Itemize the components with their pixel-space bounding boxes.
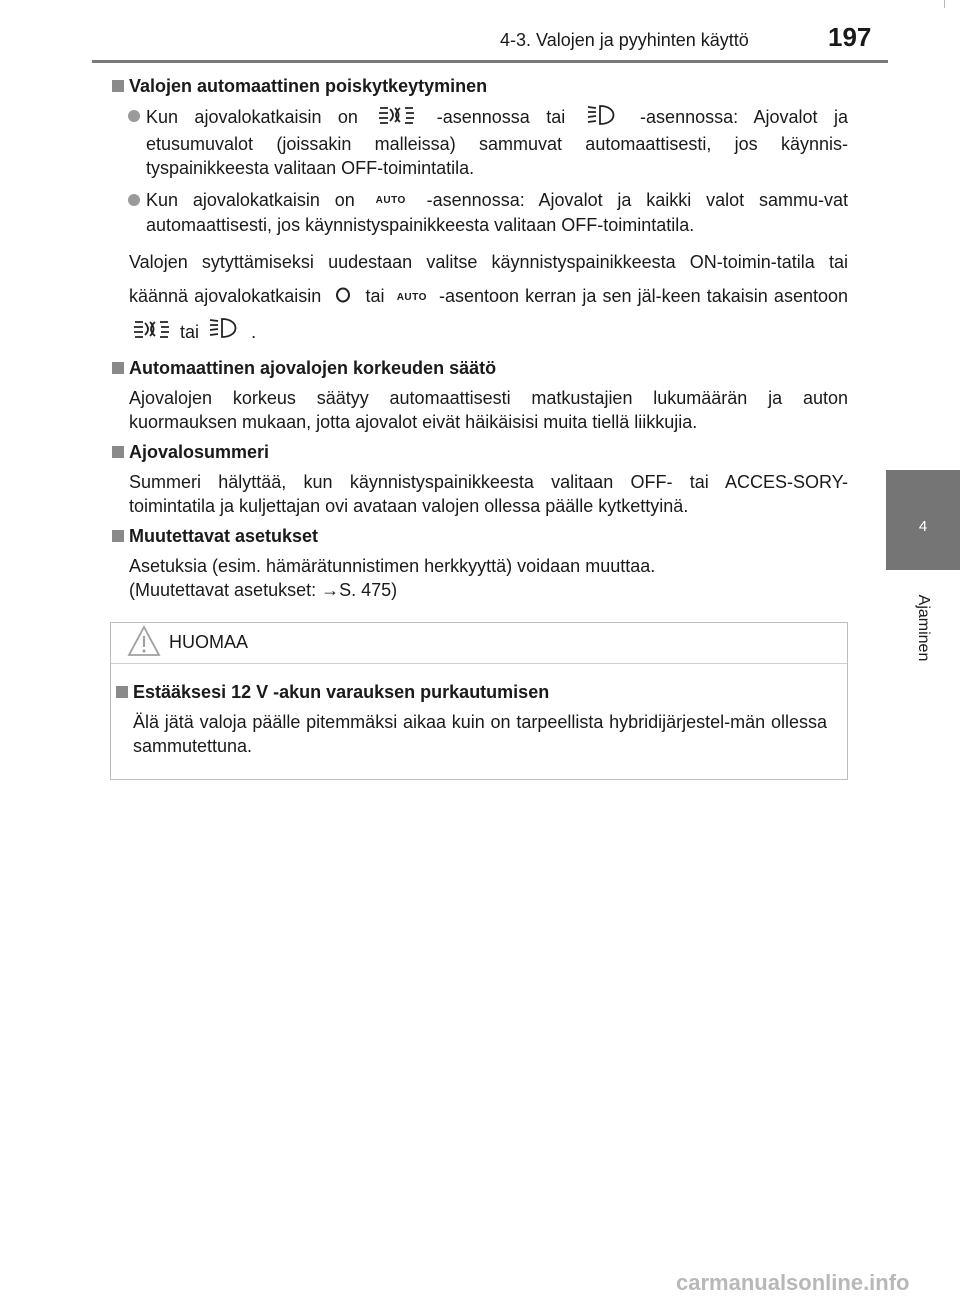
section-square-icon: [112, 80, 124, 92]
section-square-icon: [116, 686, 128, 698]
warning-triangle-icon: [127, 625, 161, 662]
section-square-icon: [112, 446, 124, 458]
settings-reference: (Muutettavat asetukset: →S. 475): [129, 579, 398, 600]
bullet-dot-icon: [128, 110, 140, 122]
section-heading-leveling: Automaattinen ajovalojen korkeuden säätö: [112, 356, 848, 380]
page-number: 197: [828, 22, 872, 52]
caution-header: [111, 623, 847, 664]
relight-instructions: Valojen sytyttämiseksi uudestaan valitse käynnistyspainikkeesta ON-toimin-tatila tai käännä ajovalokatkaisin tai AUTO -asentoon kerran ja sen jäl-keen takaisin asentoon tai .: [129, 245, 848, 350]
bullet-headlight-position: Kun ajovalokatkaisin on -asennossa tai -asennossa: Ajovalot ja etusumuvalot (joissakin malleissa) sammuvat automaattisesti, jos käynnis-tyspainikkeesta valitaan OFF-toimintatila.: [128, 104, 848, 180]
headlight-position-icon: [133, 316, 171, 350]
chapter-side-label: [886, 578, 960, 678]
buzzer-text: Summeri hälyttää, kun käynnistyspainikkeesta valitaan OFF- tai ACCES-SORY-toimintatila ja kuljettajan ovi avataan valojen ollessa päälle kytkettyinä.: [129, 471, 848, 516]
off-position-icon: [331, 281, 355, 315]
leveling-text: Ajovalojen korkeus säätyy automaattisesti matkustajien lukumäärän ja auton kuormauksen mukaan, jotta ajovalot eivät häikäisisi muita tiellä liikkujia.: [129, 387, 848, 432]
header-rule: [92, 60, 888, 63]
crop-mark-top: [944, 0, 945, 8]
section-square-icon: [112, 362, 124, 374]
headlight-on-icon: [208, 316, 242, 350]
headlight-position-icon: [378, 105, 416, 131]
caution-body: [111, 664, 847, 758]
chapter-tab-number: 4: [918, 518, 928, 535]
headlight-on-icon: [586, 104, 620, 132]
section-heading-settings: Muutettavat asetukset: [112, 524, 848, 548]
chapter-header-title: 4-3. Valojen ja pyyhinten käyttö: [500, 30, 749, 50]
chapter-side-label-text: Ajaminen: [915, 594, 932, 662]
section-heading-auto-off: Valojen automaattinen poiskytkeytyminen: [112, 74, 848, 98]
auto-position-label: AUTO: [375, 195, 406, 207]
caution-box: [110, 622, 848, 780]
caution-text: Älä jätä valoja päälle pitemmäksi aikaa kuin on tarpeellista hybridijärjestel-män ollessa sammutettuna.: [133, 712, 827, 756]
auto-position-label: AUTO: [396, 291, 427, 303]
bullet-auto-position: Kun ajovalokatkaisin on AUTO -asennossa: Ajovalot ja kaikki valot sammu-vat automaattisesti, jos käynnistyspainikkeesta valitaan OFF-toimintatila.: [128, 188, 848, 237]
section-square-icon: [112, 530, 124, 542]
section-heading-buzzer: Ajovalosummeri: [112, 440, 848, 464]
reference-arrow-icon: →: [321, 579, 340, 600]
watermark: carmanualsonline.info: [676, 1270, 910, 1295]
main-content: [112, 74, 848, 608]
caution-heading: Estääksesi 12 V -akun varauksen purkautumisen: [116, 680, 827, 704]
bullet-dot-icon: [128, 194, 140, 206]
caution-label: HUOMAA: [169, 632, 249, 652]
settings-text: Asetuksia (esim. hämärätunnistimen herkkyyttä) voidaan muuttaa.: [129, 555, 656, 576]
chapter-tab: [886, 470, 960, 570]
page-reference-link[interactable]: S. 475): [339, 579, 398, 600]
